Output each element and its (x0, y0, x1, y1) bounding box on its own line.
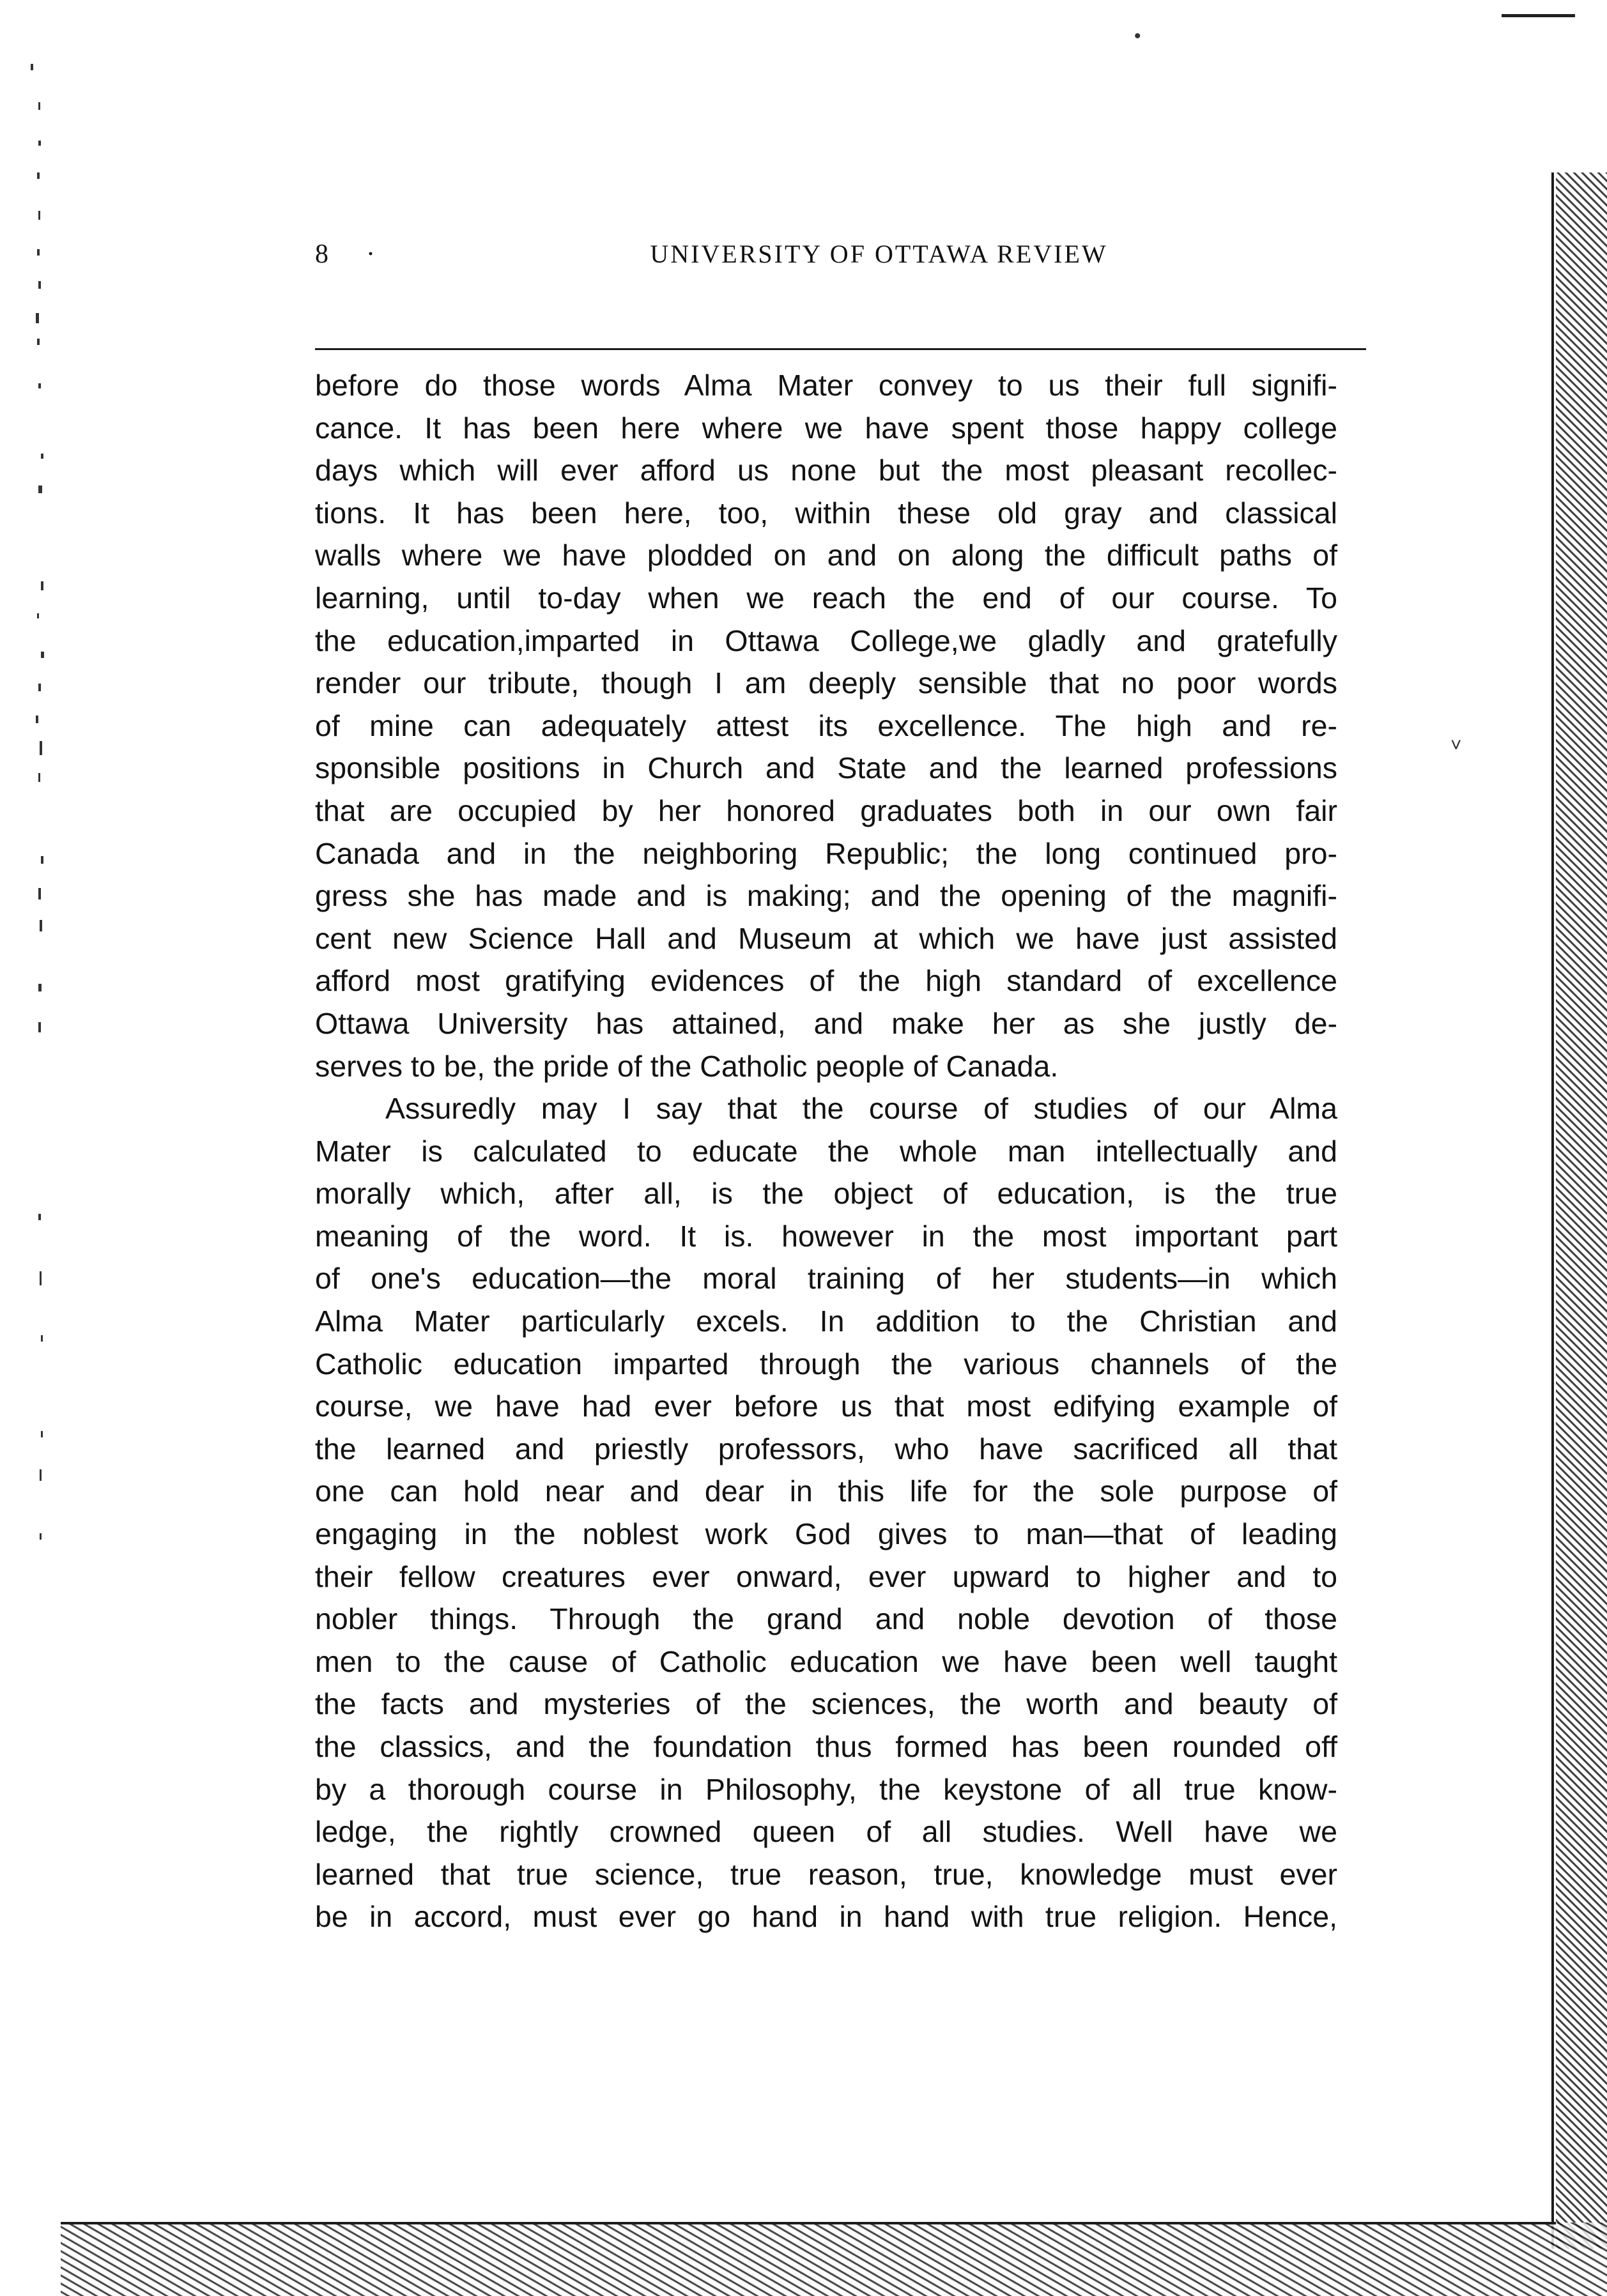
text-line: one can hold near and dear in this life for the sole purpose of (315, 1474, 1337, 1508)
text-line: their fellow creatures ever onward, ever upward to higher and to (315, 1559, 1337, 1593)
text-line: before do those words Alma Mater convey to us their full signifi- (315, 369, 1337, 402)
paragraph-start-line: Assuredly may I say that the course of studies of our Alma (385, 1092, 1337, 1126)
page-header (315, 235, 1366, 286)
text-line: Alma Mater particularly excels. In addition to the Christian and (315, 1305, 1337, 1338)
text-line: by a thorough course in Philosophy, the keystone of all true know- (315, 1772, 1337, 1806)
header-rule (315, 348, 1366, 350)
scan-artifact-bottom-border (61, 2223, 1607, 2296)
text-line: engaging in the noblest work God gives to man—that of leading (315, 1517, 1337, 1551)
page-number: 8 (315, 240, 329, 269)
text-line: sponsible positions in Church and State and the learned professions (315, 751, 1337, 785)
text-line: Mater is calculated to educate the whole man intellectually and (315, 1134, 1337, 1168)
text-line: days which will ever afford us none but the most pleasant recollec- (315, 454, 1337, 487)
paragraph-end-line: serves to be, the pride of the Catholic people of Canada. (315, 1049, 1059, 1083)
text-line: the learned and priestly professors, who have sacrificed all that (315, 1432, 1337, 1466)
text-line: of mine can adequately attest its excellence. The high and re- (315, 708, 1337, 742)
text-line: tions. It has been here, too, within these old gray and classical (315, 496, 1337, 530)
text-line: men to the cause of Catholic education we have been well taught (315, 1644, 1337, 1678)
text-line: of one's education—the moral training of her students—in which (315, 1262, 1337, 1296)
text-line: meaning of the word. It is. however in the most important part (315, 1219, 1337, 1253)
scan-artifact-left-margin (0, 38, 58, 1572)
text-line: course, we have had ever before us that most edifying example of (315, 1389, 1337, 1423)
text-line: learned that true science, true reason, true, knowledge must ever (315, 1857, 1337, 1891)
page-edge-bottom (61, 2222, 1556, 2224)
text-line: the classics, and the foundation thus formed has been rounded off (315, 1730, 1337, 1763)
text-line: nobler things. Through the grand and noble devotion of those (315, 1602, 1337, 1636)
text-line: be in accord, must ever go hand in hand with true religion. Hence, (315, 1900, 1337, 1934)
text-line: ledge, the rightly crowned queen of all studies. Well have we (315, 1815, 1337, 1849)
article-body (315, 364, 1337, 1938)
text-line: cance. It has been here where we have spent those happy college (315, 411, 1337, 445)
text-line: render our tribute, though I am deeply sensible that no poor words (315, 666, 1337, 700)
text-line: morally which, after all, is the object of education, is the true (315, 1177, 1337, 1211)
scan-artifact-top-dash (1502, 14, 1575, 17)
text-line: walls where we have plodded on and on along the difficult paths of (315, 539, 1337, 572)
text-line: learning, until to-day when we reach the end of our course. To (315, 581, 1337, 615)
text-line: that are occupied by her honored graduates both in our own fair (315, 793, 1337, 827)
running-title: UNIVERSITY OF OTTAWA REVIEW (650, 240, 1108, 268)
text-line: cent new Science Hall and Museum at which we have just assisted (315, 921, 1337, 955)
text-line: Catholic education imparted through the various channels of the (315, 1347, 1337, 1381)
scan-artifact-speck: ˅ (1450, 735, 1462, 756)
text-line: Canada and in the neighboring Republic; the long continued pro- (315, 836, 1337, 870)
text-line: Ottawa University has attained, and make her as she justly de- (315, 1006, 1337, 1040)
text-line: the education,imparted in Ottawa College,we gladly and gratefully (315, 624, 1337, 657)
text-line: gress she has made and is making; and the opening of the magnifi- (315, 879, 1337, 913)
text-line: afford most gratifying evidences of the high standard of excellence (315, 964, 1337, 998)
page-edge-right (1551, 172, 1554, 2249)
text-line: the facts and mysteries of the sciences, the worth and beauty of (315, 1687, 1337, 1721)
scan-artifact-right-border (1556, 172, 1607, 2249)
scan-artifact-speck: • (1134, 26, 1141, 47)
header-separator: · (366, 240, 375, 269)
